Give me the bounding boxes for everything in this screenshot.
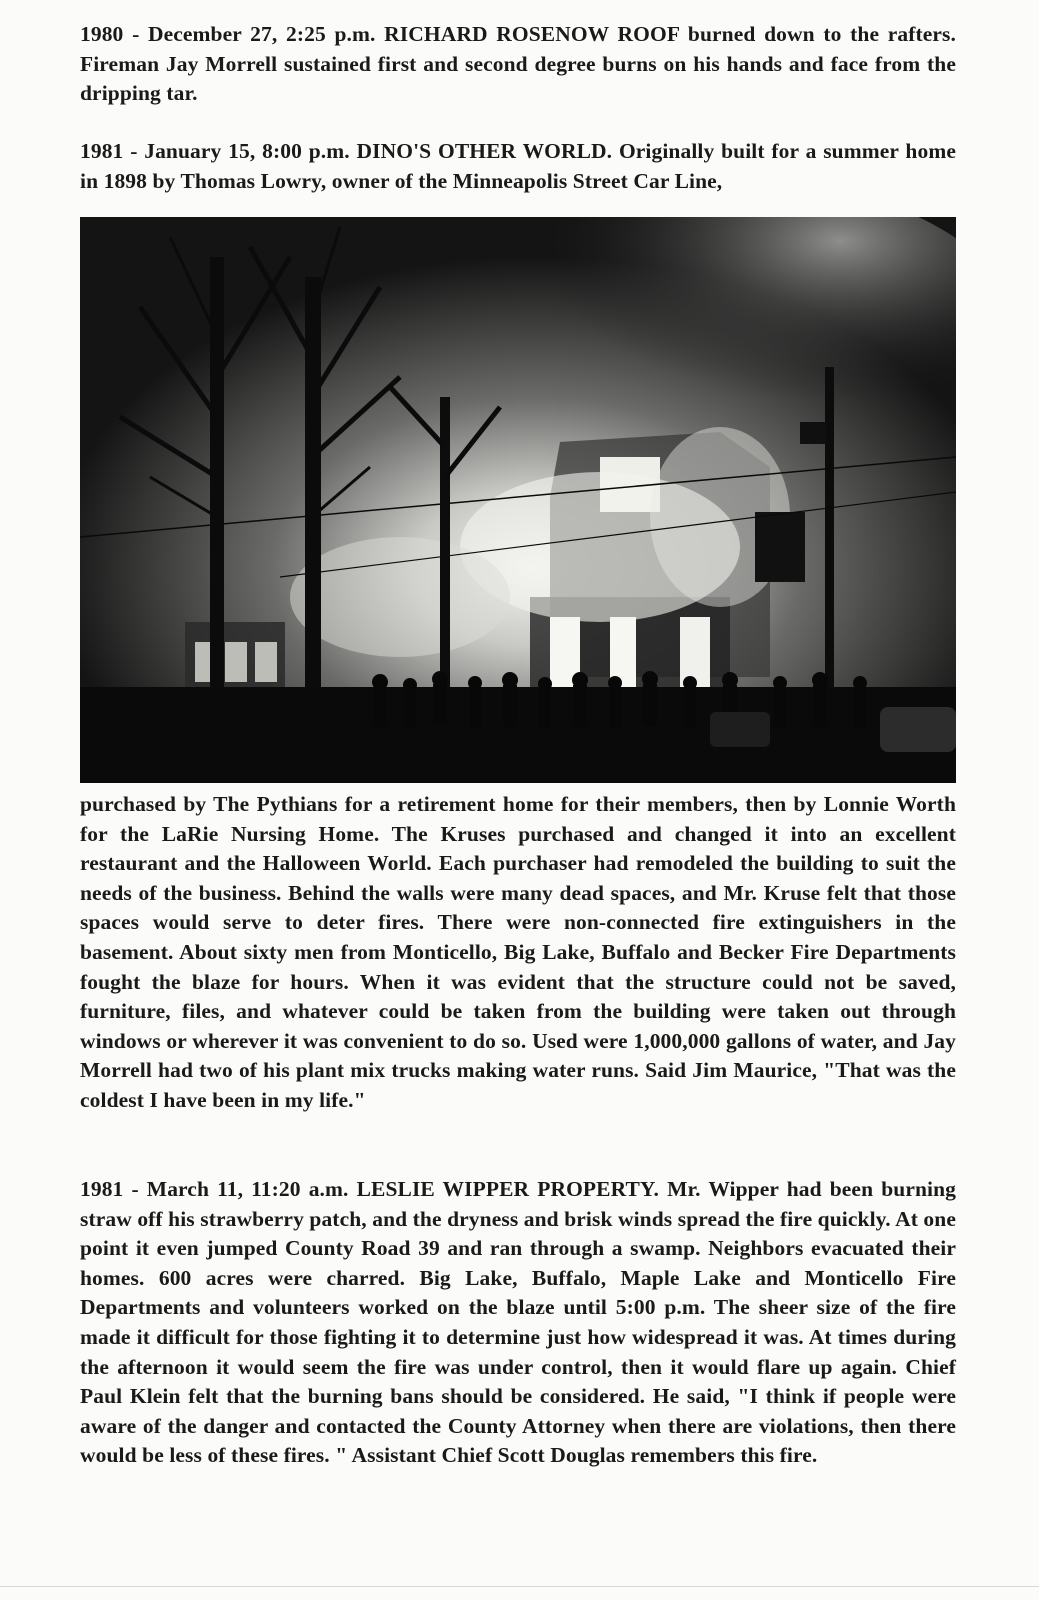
- entry-1981-dinos-other-world: 1981 - January 15, 8:00 p.m. DINO'S OTHER WORLD. Originally built for a summer home in 1898 by Thomas Lowry, owner of the Minneapolis Street Car Line,: [80, 139, 956, 193]
- fire-photo: [80, 217, 956, 783]
- entry-1980-rosenow-roof: 1980 - December 27, 2:25 p.m. RICHARD ROSENOW ROOF burned down to the rafters. Fireman Jay Morrell sustained first and second degree burns on his hands and face from the dripping tar.: [80, 22, 956, 106]
- entry-dinos-continued: purchased by The Pythians for a retirement home for their members, then by Lonnie Worth for the LaRie Nursing Home. The Kruses purchased and changed it into an excellent restaurant and the Halloween World. Each purchaser had remodeled the building to suit the needs of the business. Behind the walls were many dead spaces, and Mr. Kruse felt that those spaces would serve to deter fires. There were non-connected fire extinguishers in the basement. About sixty men from Monticello, Big Lake, Buffalo and Becker Fire Departments fought the blaze for hours. When it was evident that the structure could not be saved, furniture, files, and whatever could be taken from the building were taken out through windows or wherever it was convenient to do so. Used were 1,000,000 gallons of water, and Jay Morrell had two of his plant mix trucks making water runs. Said Jim Maurice, "That was the coldest I have been in my life.": [80, 792, 956, 1112]
- fire-photo-illustration: [80, 217, 956, 783]
- entry-1981-wipper-property: 1981 - March 11, 11:20 a.m. LESLIE WIPPER PROPERTY. Mr. Wipper had been burning straw off his strawberry patch, and the dryness and brisk winds spread the fire quickly. At one point it even jumped County Road 39 and ran through a swamp. Neighbors evacuated their homes. 600 acres were charred. Big Lake, Buffalo, Maple Lake and Monticello Fire Departments and volunteers worked on the blaze until 5:00 p.m. The sheer size of the fire made it difficult for those fighting it to determine just how widespread it was. At times during the afternoon it would seem the fire was under control, then it would flare up again. Chief Paul Klein felt that the burning bans should be considered. He said, "I think if people were aware of the danger and contacted the County Attorney when there are violations, then there would be less of these fires. " Assistant Chief Scott Douglas remembers this fire.: [80, 1177, 956, 1468]
- page-bottom-rule: [0, 1586, 1039, 1587]
